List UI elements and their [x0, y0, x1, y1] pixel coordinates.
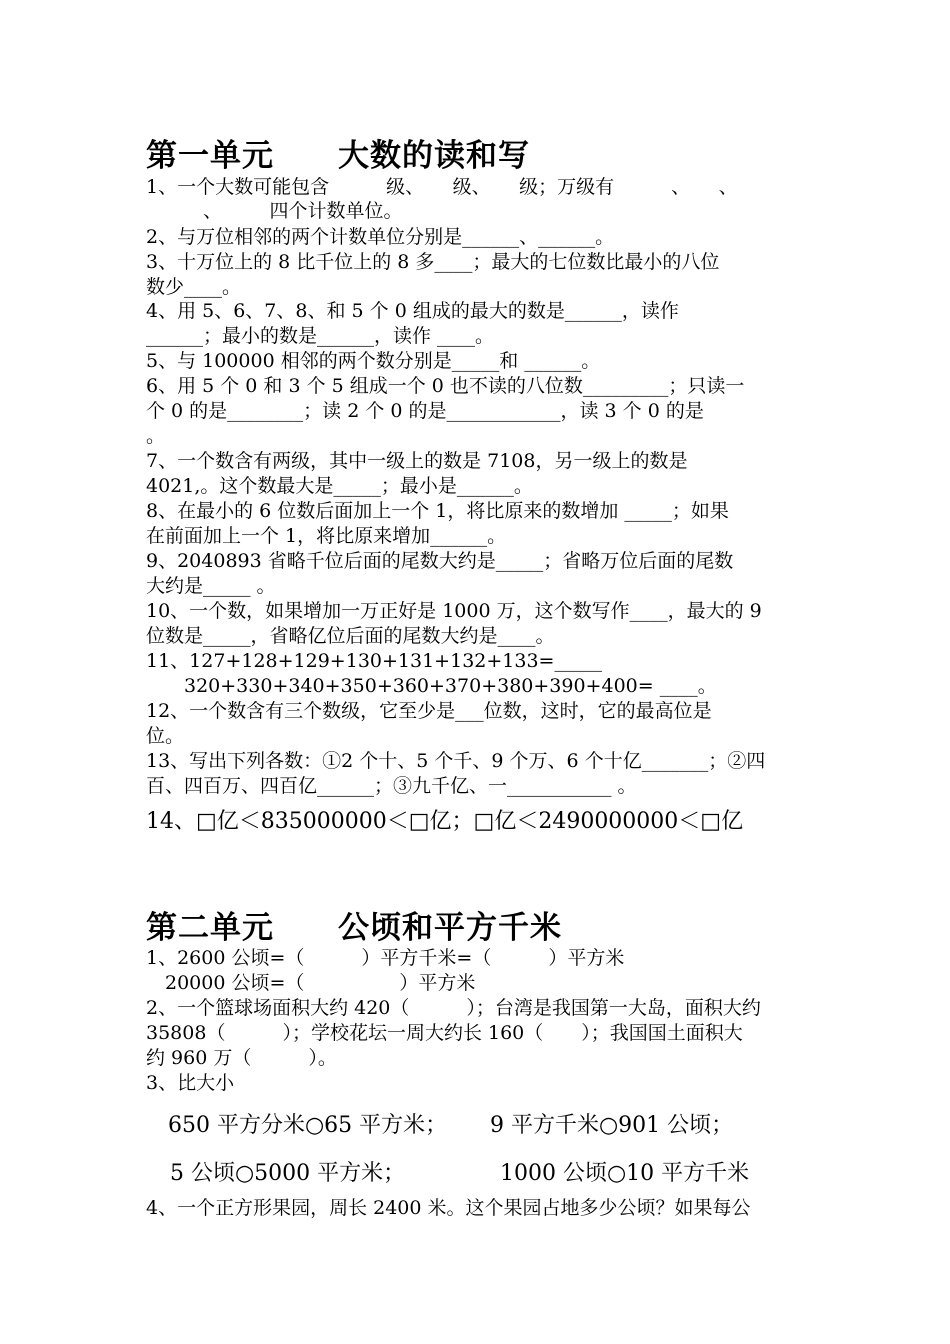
u1-line-24: 13、写出下列各数：①2 个十、5 个千、9 个万、6 个十亿_______；②四	[146, 750, 766, 772]
u2-line-7: 4、一个正方形果园，周长 2400 米。这个果园占地多少公顷？如果每公	[146, 1197, 751, 1219]
u1-line-11: 。	[146, 425, 166, 447]
u1-line-26: 14、□亿＜835000000＜□亿；□亿＜2490000000＜□亿	[146, 809, 744, 834]
u1-line-16: 9、2040893 省略千位后面的尾数大约是_____；省略万位后面的尾数	[146, 550, 734, 572]
u1-line-23: 位。	[146, 725, 185, 747]
u1-line-4: 3、十万位上的 8 比千位上的 8 多____；最大的七位数比最小的八位	[146, 251, 720, 273]
u1-line-13: 4021,。这个数最大是_____；最小是______。	[146, 475, 533, 497]
u1-line-3: 2、与万位相邻的两个计数单位分别是______、______。	[146, 226, 615, 248]
u1-line-7: ______；最小的数是______，读作 ____。	[146, 325, 495, 347]
u1-line-2: 、 四个计数单位。	[146, 200, 403, 222]
u1-line-18: 10、一个数，如果增加一万正好是 1000 万，这个数写作____，最大的 9	[146, 600, 762, 622]
u2-line-4: 35808（ ）；学校花坛一周大约长 160（ ）；我国国土面积大	[146, 1022, 743, 1044]
unit1-title: 第一单元 大数的读和写	[146, 138, 530, 174]
u1-line-12: 7、一个数含有两级，其中一级上的数是 7108，另一级上的数是	[146, 450, 688, 472]
u1-line-17: 大约是_____ 。	[146, 575, 276, 597]
u2-line-6: 3、比大小	[146, 1072, 235, 1094]
compare-item-3: 5 公顷○5000 平方米；	[170, 1161, 406, 1186]
u2-line-5: 约 960 万（ ）。	[146, 1047, 337, 1069]
u1-line-10: 个 0 的是________；读 2 个 0 的是____________，读 3 个 0 的是	[146, 400, 704, 422]
u1-line-14: 8、在最小的 6 位数后面加上一个 1，将比原来的数增加 _____；如果	[146, 500, 729, 522]
u1-line-6: 4、用 5、6、7、8、和 5 个 0 组成的最大的数是______，读作	[146, 300, 679, 322]
compare-item-4: 1000 公顷○10 平方千米	[500, 1161, 750, 1186]
u1-line-19: 位数是_____，省略亿位后面的尾数大约是____。	[146, 625, 555, 647]
compare-item-2: 9 平方千米○901 公顷；	[490, 1113, 734, 1138]
compare-item-1: 650 平方分米○65 平方米；	[168, 1113, 448, 1138]
u1-line-25: 百、四百万、四百亿______；③九千亿、一___________ 。	[146, 775, 637, 797]
u1-line-22: 12、一个数含有三个数级，它至少是___位数，这时，它的最高位是	[146, 700, 712, 722]
u1-line-5: 数少____。	[146, 276, 242, 298]
u1-line-21: 320+330+340+350+360+370+380+390+400= ____。	[146, 675, 717, 697]
unit2-title: 第二单元 公顷和平方千米	[146, 910, 562, 946]
u1-line-9: 6、用 5 个 0 和 3 个 5 组成一个 0 也不读的八位数_________；只读一	[146, 375, 745, 397]
u2-line-2: 20000 公顷=（ ）平方米	[146, 972, 476, 994]
u1-line-15: 在前面加上一个 1，将比原来增加______。	[146, 525, 507, 547]
u2-line-1: 1、2600 公顷=（ ）平方千米=（ ）平方米	[146, 947, 625, 969]
u2-line-3: 2、一个篮球场面积大约 420（ ）；台湾是我国第一大岛，面积大约	[146, 997, 761, 1019]
u1-line-8: 5、与 100000 相邻的两个数分别是_____和 ______。	[146, 350, 601, 372]
u1-line-20: 11、127+128+129+130+131+132+133=_____	[146, 650, 602, 672]
u1-line-1: 1、一个大数可能包含 级、 级、 级；万级有 、 、	[146, 176, 738, 198]
